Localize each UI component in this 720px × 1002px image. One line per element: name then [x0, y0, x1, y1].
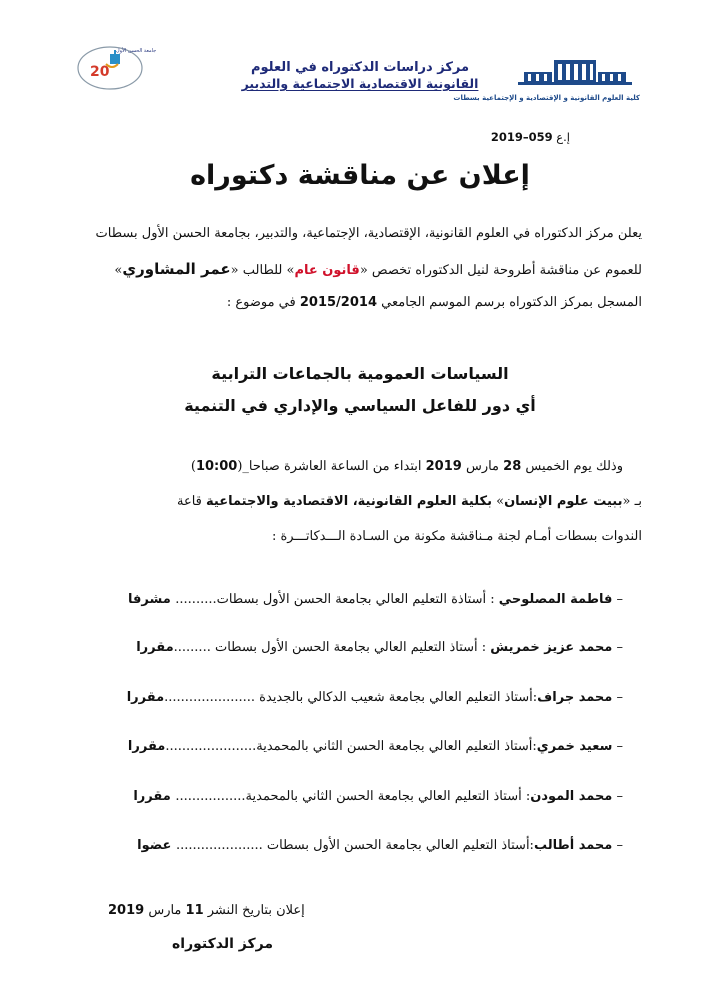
member-name: محمد المودن: [530, 789, 613, 804]
member-name: محمد عزيز خمريش: [490, 640, 613, 655]
member-description: : أستاذ التعليم العالي بجامعة الحسن الأول بسطات .........: [173, 640, 491, 655]
committee-member: – محمد عزيز خمريش : أستاذ التعليم العالي بجامعة الحسن الأول بسطات .........مقررا: [136, 640, 623, 655]
defense-day: 28: [503, 459, 522, 474]
member-name: فاطمة المصلوحي: [498, 592, 613, 607]
member-description: :أستاذ التعليم العالي بجامعة الحسن الثاني بالمحمدية......................: [165, 739, 537, 754]
intro-text: » للطالب «: [230, 263, 295, 278]
reference-prefix: إ.ع: [556, 130, 570, 144]
schedule-text: ): [190, 459, 196, 474]
thesis-subject-line1: السياسات العمومية بالجماعات الترابية: [211, 364, 509, 383]
committee-member: – محمد أطالب:أستاذ التعليم العالي بجامعة الحسن الأول بسطات ..................... عضوا: [137, 838, 623, 853]
member-description: :أستاذ التعليم العالي بجامعة الحسن الأول بسطات .....................: [175, 838, 534, 853]
faculty-caption: كلية العلوم القانونية و الإقتصادية و الإجتماعية بسطات: [453, 94, 640, 102]
signature: مركز الدكتوراه: [172, 936, 274, 952]
publication-year: 2019: [108, 903, 145, 918]
footer-text: مارس: [144, 903, 186, 918]
schedule-text: مارس: [461, 459, 504, 474]
defense-time: 10:00: [195, 459, 238, 474]
center-name-line2: القانونية الاقتصادية الاجتماعية والتدبير: [241, 76, 479, 91]
faculty-building-icon: [510, 52, 640, 92]
intro-text: »: [114, 263, 123, 278]
schedule-text: »: [491, 494, 505, 509]
member-role: مقررا: [126, 690, 165, 705]
venue: ببيت علوم الإنسان: [504, 494, 623, 509]
student-name: عمر المشاوري: [122, 260, 231, 278]
intro-line-3: [78, 295, 642, 310]
university-emblem-icon: [76, 40, 157, 92]
member-role: مقررا: [133, 789, 176, 804]
committee-member: – محمد المودن: أستاذ التعليم العالي بجامعة الحسن الثاني بالمحمدية................. مقررا: [133, 789, 623, 804]
thesis-subject-line2: أي دور للفاعل السياسي والإداري في التنمية: [184, 396, 536, 415]
member-name: محمد أطالب: [533, 838, 613, 853]
reference-value: 059–2019: [490, 130, 553, 144]
publication-day: 11: [185, 903, 204, 918]
intro-line-2: [78, 260, 642, 278]
svg-text:جامعة الحسن الأول: جامعة الحسن الأول: [116, 48, 157, 54]
member-description: :أستاذ التعليم العالي بجامعة شعيب الدكالي بالجديدة ......................: [164, 690, 538, 705]
schedule-text: بـ «: [622, 494, 642, 509]
committee-member: – محمد جراف:أستاذ التعليم العالي بجامعة شعيب الدكالي بالجديدة ......................مقررا: [126, 690, 623, 705]
schedule-text: قاعة: [176, 494, 207, 509]
schedule-line-3: الندوات بسطات أمـام لجنة مـناقشة مكونة من السـادة الـــدكاتـــرة :: [271, 529, 642, 544]
member-description: : أستاذ التعليم العالي بجامعة الحسن الثاني بالمحمدية.................: [175, 789, 531, 804]
intro-line-1: يعلن مركز الدكتوراه في العلوم القانونية، الإقتصادية، الإجتماعية، والتدبير، بجامعة الحسن الأول بسطات: [95, 226, 642, 241]
member-role: عضوا: [137, 838, 176, 853]
schedule-text: وذلك يوم الخميس: [521, 459, 623, 474]
member-role: مقررا: [136, 640, 174, 655]
member-description: : أستاذة التعليم العالي بجامعة الحسن الأول بسطات..........: [175, 592, 499, 607]
publication-date: [108, 903, 305, 918]
member-name: سعيد خمري: [536, 739, 613, 754]
committee-member: – سعيد خمري:أستاذ التعليم العالي بجامعة الحسن الثاني بالمحمدية......................مقررا: [127, 739, 623, 754]
reference-number: [420, 130, 570, 144]
schedule-line-2: [177, 494, 642, 509]
defense-year: 2019: [425, 459, 462, 474]
svg-text:20: 20: [90, 64, 110, 80]
university-logo: [76, 40, 157, 92]
doctoral-center-header: [210, 60, 510, 92]
member-role: مشرفا: [127, 592, 176, 607]
committee-member: – فاطمة المصلوحي : أستاذة التعليم العالي بجامعة الحسن الأول بسطات.......... مشرفا: [127, 592, 623, 607]
specialty: قانون عام: [294, 263, 360, 278]
faculty-name: بكلية العلوم القانونية، الاقتصادية والاجتماعية: [206, 494, 492, 509]
schedule-text: ابتداء من الساعة العاشرة صباحا_(: [237, 459, 426, 474]
intro-text: المسجل بمركز الدكتوراه برسم الموسم الجامعي: [377, 295, 642, 310]
faculty-logo: [453, 52, 640, 104]
footer-text: إعلان بتاريخ النشر: [203, 903, 305, 918]
page-title: إعلان عن مناقشة دكتوراه: [190, 160, 530, 191]
schedule-line-1: [191, 459, 623, 474]
academic-season: 2015/2014: [299, 295, 377, 310]
center-name-line1: مركز دراسات الدكتوراه في العلوم: [250, 60, 470, 75]
intro-text: للعموم عن مناقشة أطروحة لنيل الدكتوراه تخصص «: [359, 263, 642, 278]
intro-text: في موضوع :: [226, 295, 300, 310]
member-role: مقررا: [127, 739, 166, 754]
member-name: محمد جراف: [537, 690, 613, 705]
